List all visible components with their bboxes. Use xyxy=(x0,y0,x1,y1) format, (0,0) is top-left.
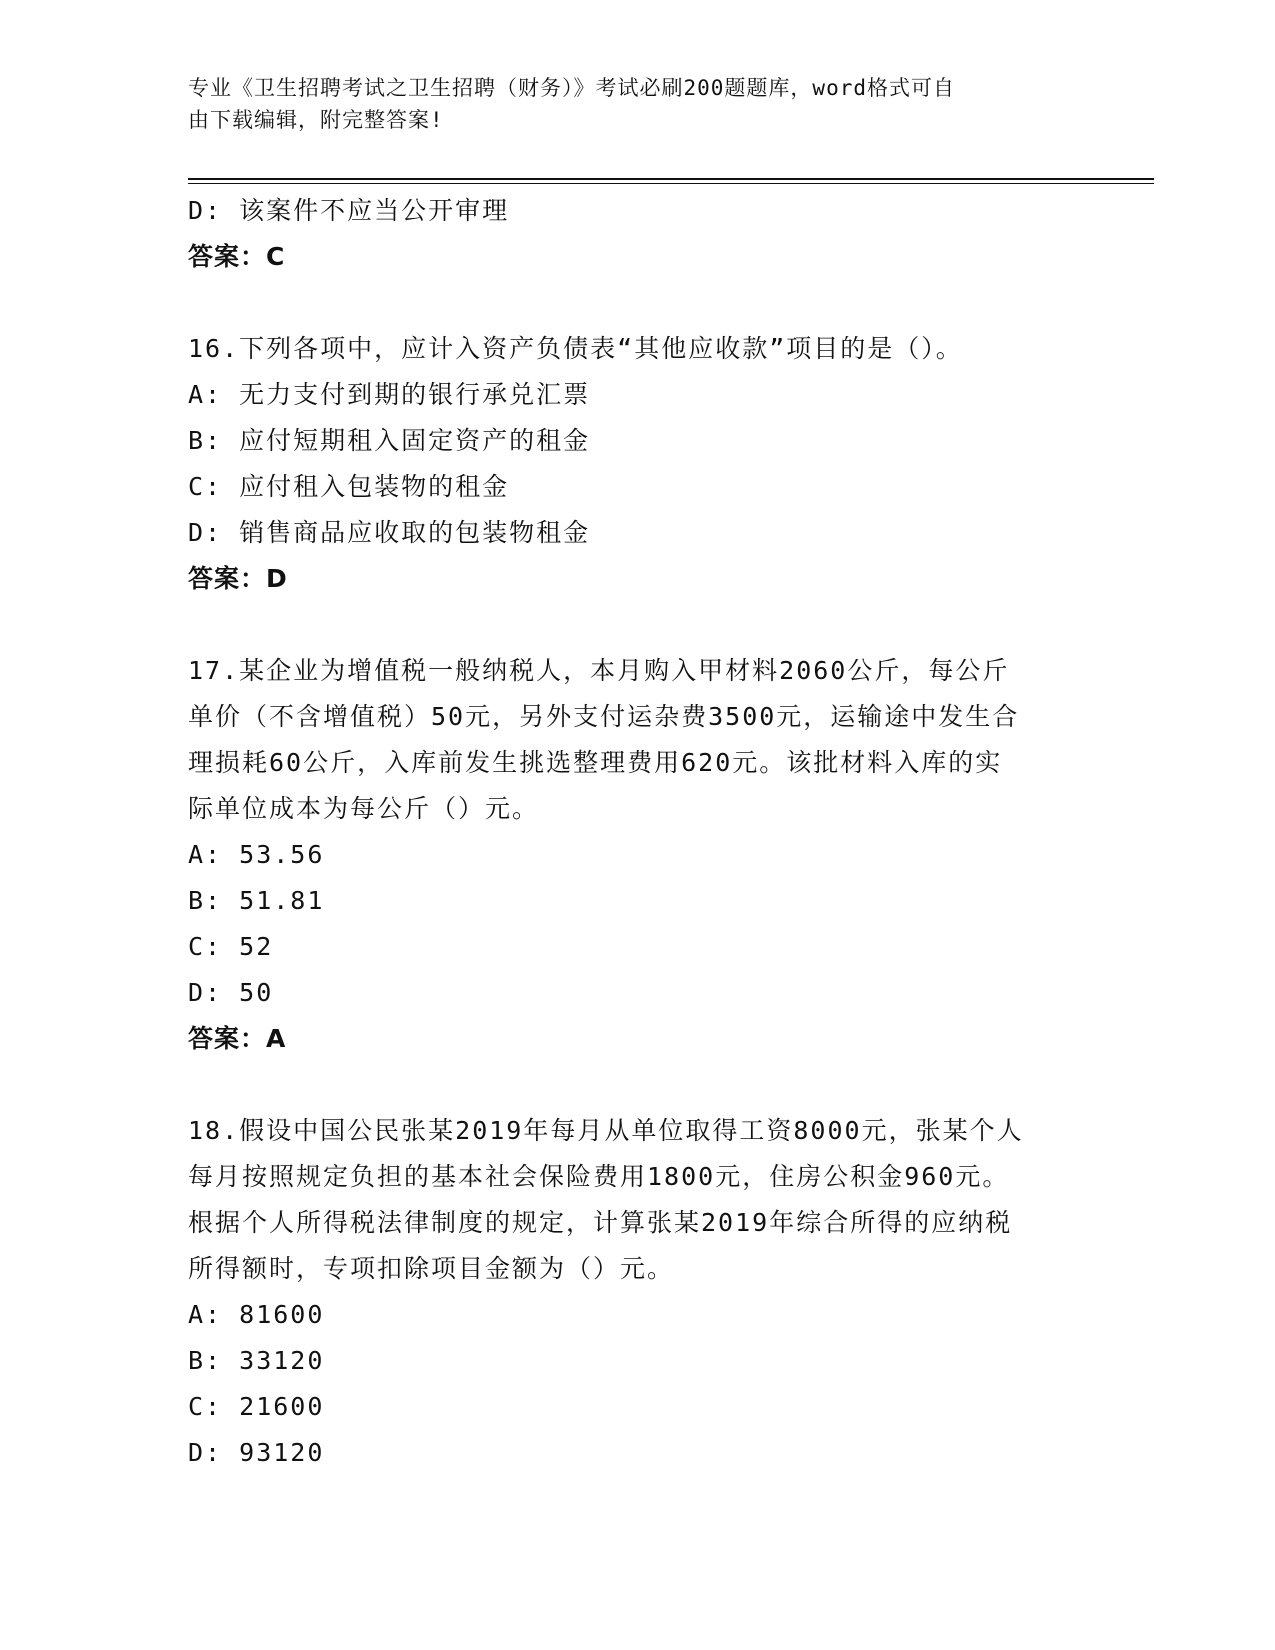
q18-stem-line: 每月按照规定负担的基本社会保险费用1800元，住房公积金960元。 xyxy=(188,1162,1010,1191)
q18-stem-line: 18.假设中国公民张某2019年每月从单位取得工资8000元，张某个人 xyxy=(188,1116,1024,1145)
question-16 xyxy=(188,326,1088,602)
q18-stem-line: 根据个人所得税法律制度的规定，计算张某2019年综合所得的应纳税 xyxy=(188,1208,1013,1237)
q17-option-c: C: 52 xyxy=(188,932,274,961)
header-line-2: 由下载编辑，附完整答案! xyxy=(188,108,444,132)
spacer xyxy=(188,602,1088,648)
q18-option-d: D: 93120 xyxy=(188,1438,325,1467)
q17-stem-line: 理损耗60公斤，入库前发生挑选整理费用620元。该批材料入库的实 xyxy=(188,748,1003,777)
q17-answer: 答案：A xyxy=(188,1024,287,1053)
q16-option-b: B: 应付短期租入固定资产的租金 xyxy=(188,426,591,455)
q18-option-a: A: 81600 xyxy=(188,1300,325,1329)
question-17 xyxy=(188,648,1088,1062)
question-15-tail xyxy=(188,188,1088,280)
q18-stem-line: 所得额时，专项扣除项目金额为（）元。 xyxy=(188,1254,675,1283)
q16-answer: 答案：D xyxy=(188,564,288,593)
q16-stem: 16.下列各项中，应计入资产负债表“其他应收款”项目的是（）。 xyxy=(188,334,963,363)
header-divider-thick xyxy=(188,178,1154,180)
question-18 xyxy=(188,1108,1088,1476)
q17-stem-line: 17.某企业为增值税一般纳税人，本月购入甲材料2060公斤，每公斤 xyxy=(188,656,1010,685)
header-line-1: 专业《卫生招聘考试之卫生招聘（财务）》考试必刷200题题库，word格式可自 xyxy=(188,76,955,100)
q17-stem-line: 际单位成本为每公斤（）元。 xyxy=(188,794,540,823)
question-content xyxy=(188,188,1088,1476)
q18-option-c: C: 21600 xyxy=(188,1392,325,1421)
q16-option-c: C: 应付租入包装物的租金 xyxy=(188,472,510,501)
q17-option-b: B: 51.81 xyxy=(188,886,325,915)
spacer xyxy=(188,1062,1088,1108)
q16-option-a: A: 无力支付到期的银行承兑汇票 xyxy=(188,380,591,409)
spacer xyxy=(188,280,1088,326)
q18-option-b: B: 33120 xyxy=(188,1346,325,1375)
header-divider-thin xyxy=(188,183,1154,184)
q15-answer: 答案：C xyxy=(188,242,286,271)
q15-option-d: D: 该案件不应当公开审理 xyxy=(188,196,510,225)
q17-option-a: A: 53.56 xyxy=(188,840,325,869)
q17-option-d: D: 50 xyxy=(188,978,274,1007)
q16-option-d: D: 销售商品应收取的包装物租金 xyxy=(188,518,591,547)
q17-stem-line: 单价（不含增值税）50元，另外支付运杂费3500元，运输途中发生合 xyxy=(188,702,1020,731)
document-header xyxy=(188,72,1088,136)
